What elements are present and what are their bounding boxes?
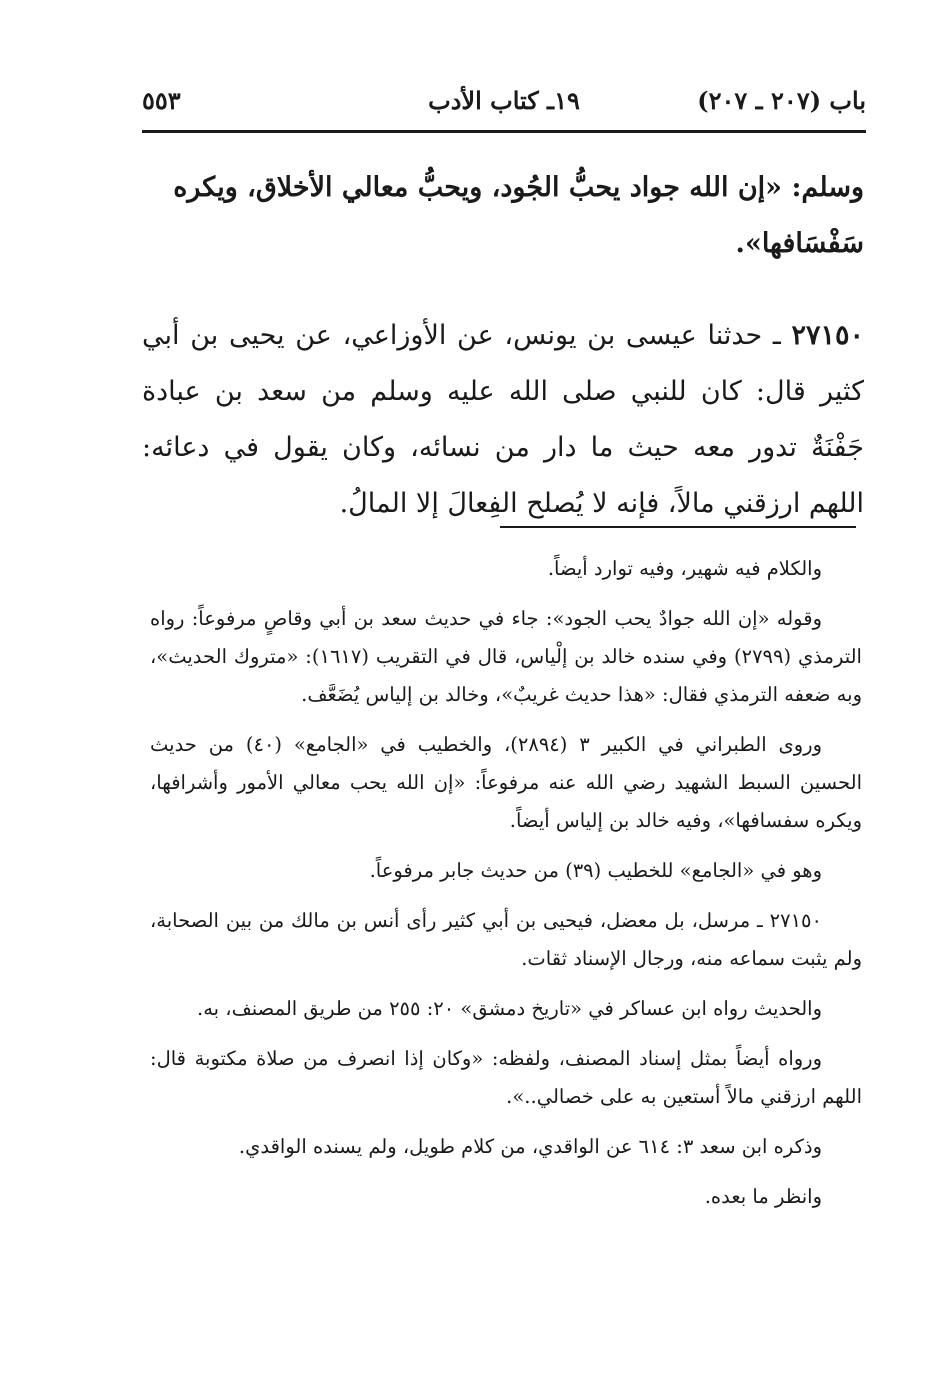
hadith-continuation	[142, 160, 864, 272]
footnote-paragraph: وانظر ما بعده.	[704, 1185, 822, 1208]
hadith-text: ـ حدثنا عيسى بن يونس، عن الأوزاعي، عن يحيى بن أبي كثير قال: كان للنبي صلى الله عليه وسلم من سعد بن عبادة جَفْنَةٌ تدور معه حيث ما دار من نسائه، وكان يقول في دعائه: اللهم ارزقني مالاً، فإنه لا يُصلح الفِعالَ إلا المالُ.	[142, 320, 864, 519]
book-title: ١٩ـ كتاب الأدب	[428, 86, 580, 115]
hadith-continuation-line1: وسلم: «إن الله جواد يحبُّ الجُود، ويحبُّ معالي الأخلاق، ويكره	[173, 172, 864, 203]
hadith-continuation-line2: سَفْسَافها».	[735, 228, 864, 259]
footnotes	[150, 550, 862, 1228]
footnote-paragraph: وروى الطبراني في الكبير ٣ (٢٨٩٤)، والخطيب في «الجامع» (٤٠) من حديث الحسين السبط الشهيد رضي الله عنه مرفوعاً: «إن الله يحب معالي الأمور وأشرافها، ويكره سفسافها»، وفيه خالد بن إلياس أيضاً.	[150, 733, 862, 832]
footnote-paragraph: وذكره ابن سعد ٣: ٦١٤ عن الواقدي، من كلام طويل، ولم يسنده الواقدي.	[238, 1135, 822, 1158]
footnote-paragraph: والكلام فيه شهير، وفيه توارد أيضاً.	[547, 557, 822, 580]
header-rule	[142, 130, 866, 133]
page-header	[142, 86, 866, 122]
page-number: ٥٥٣	[142, 86, 181, 115]
main-text	[142, 160, 864, 532]
footnote-paragraph: والحديث رواه ابن عساكر في «تاريخ دمشق» ٢٠: ٢٥٥ من طريق المصنف، به.	[197, 997, 822, 1020]
footnote-paragraph: وهو في «الجامع» للخطيب (٣٩) من حديث جابر مرفوعاً.	[369, 859, 822, 882]
chapter-heading: باب (٢٠٧ ـ ٢٠٧)	[697, 86, 866, 115]
footnote-separator	[500, 526, 856, 528]
footnote-paragraph: ورواه أيضاً بمثل إسناد المصنف، ولفظه: «وكان إذا انصرف من صلاة مكتوبة قال: اللهم ارزقني مالاً أستعين به على خصالي..».	[150, 1047, 862, 1108]
hadith-number: ٢٧١٥٠	[791, 320, 864, 351]
footnote-paragraph: ٢٧١٥٠ ـ مرسل، بل معضل، فيحيى بن أبي كثير رأى أنس بن مالك من بين الصحابة، ولم يثبت سماعه منه، ورجال الإسناد ثقات.	[150, 909, 862, 970]
hadith-paragraph	[142, 308, 864, 532]
footnote-paragraph: وقوله «إن الله جوادٌ يحب الجود»: جاء في حديث سعد بن أبي وقاصٍ مرفوعاً: رواه الترمذي (٢٧٩٩) وفي سنده خالد بن إلْياس، قال في التقريب (١٦١٧): «متروك الحديث»، وبه ضعفه الترمذي فقال: «هذا حديث غريبٌ»، وخالد بن إلياس يُضَعَّف.	[150, 607, 862, 706]
